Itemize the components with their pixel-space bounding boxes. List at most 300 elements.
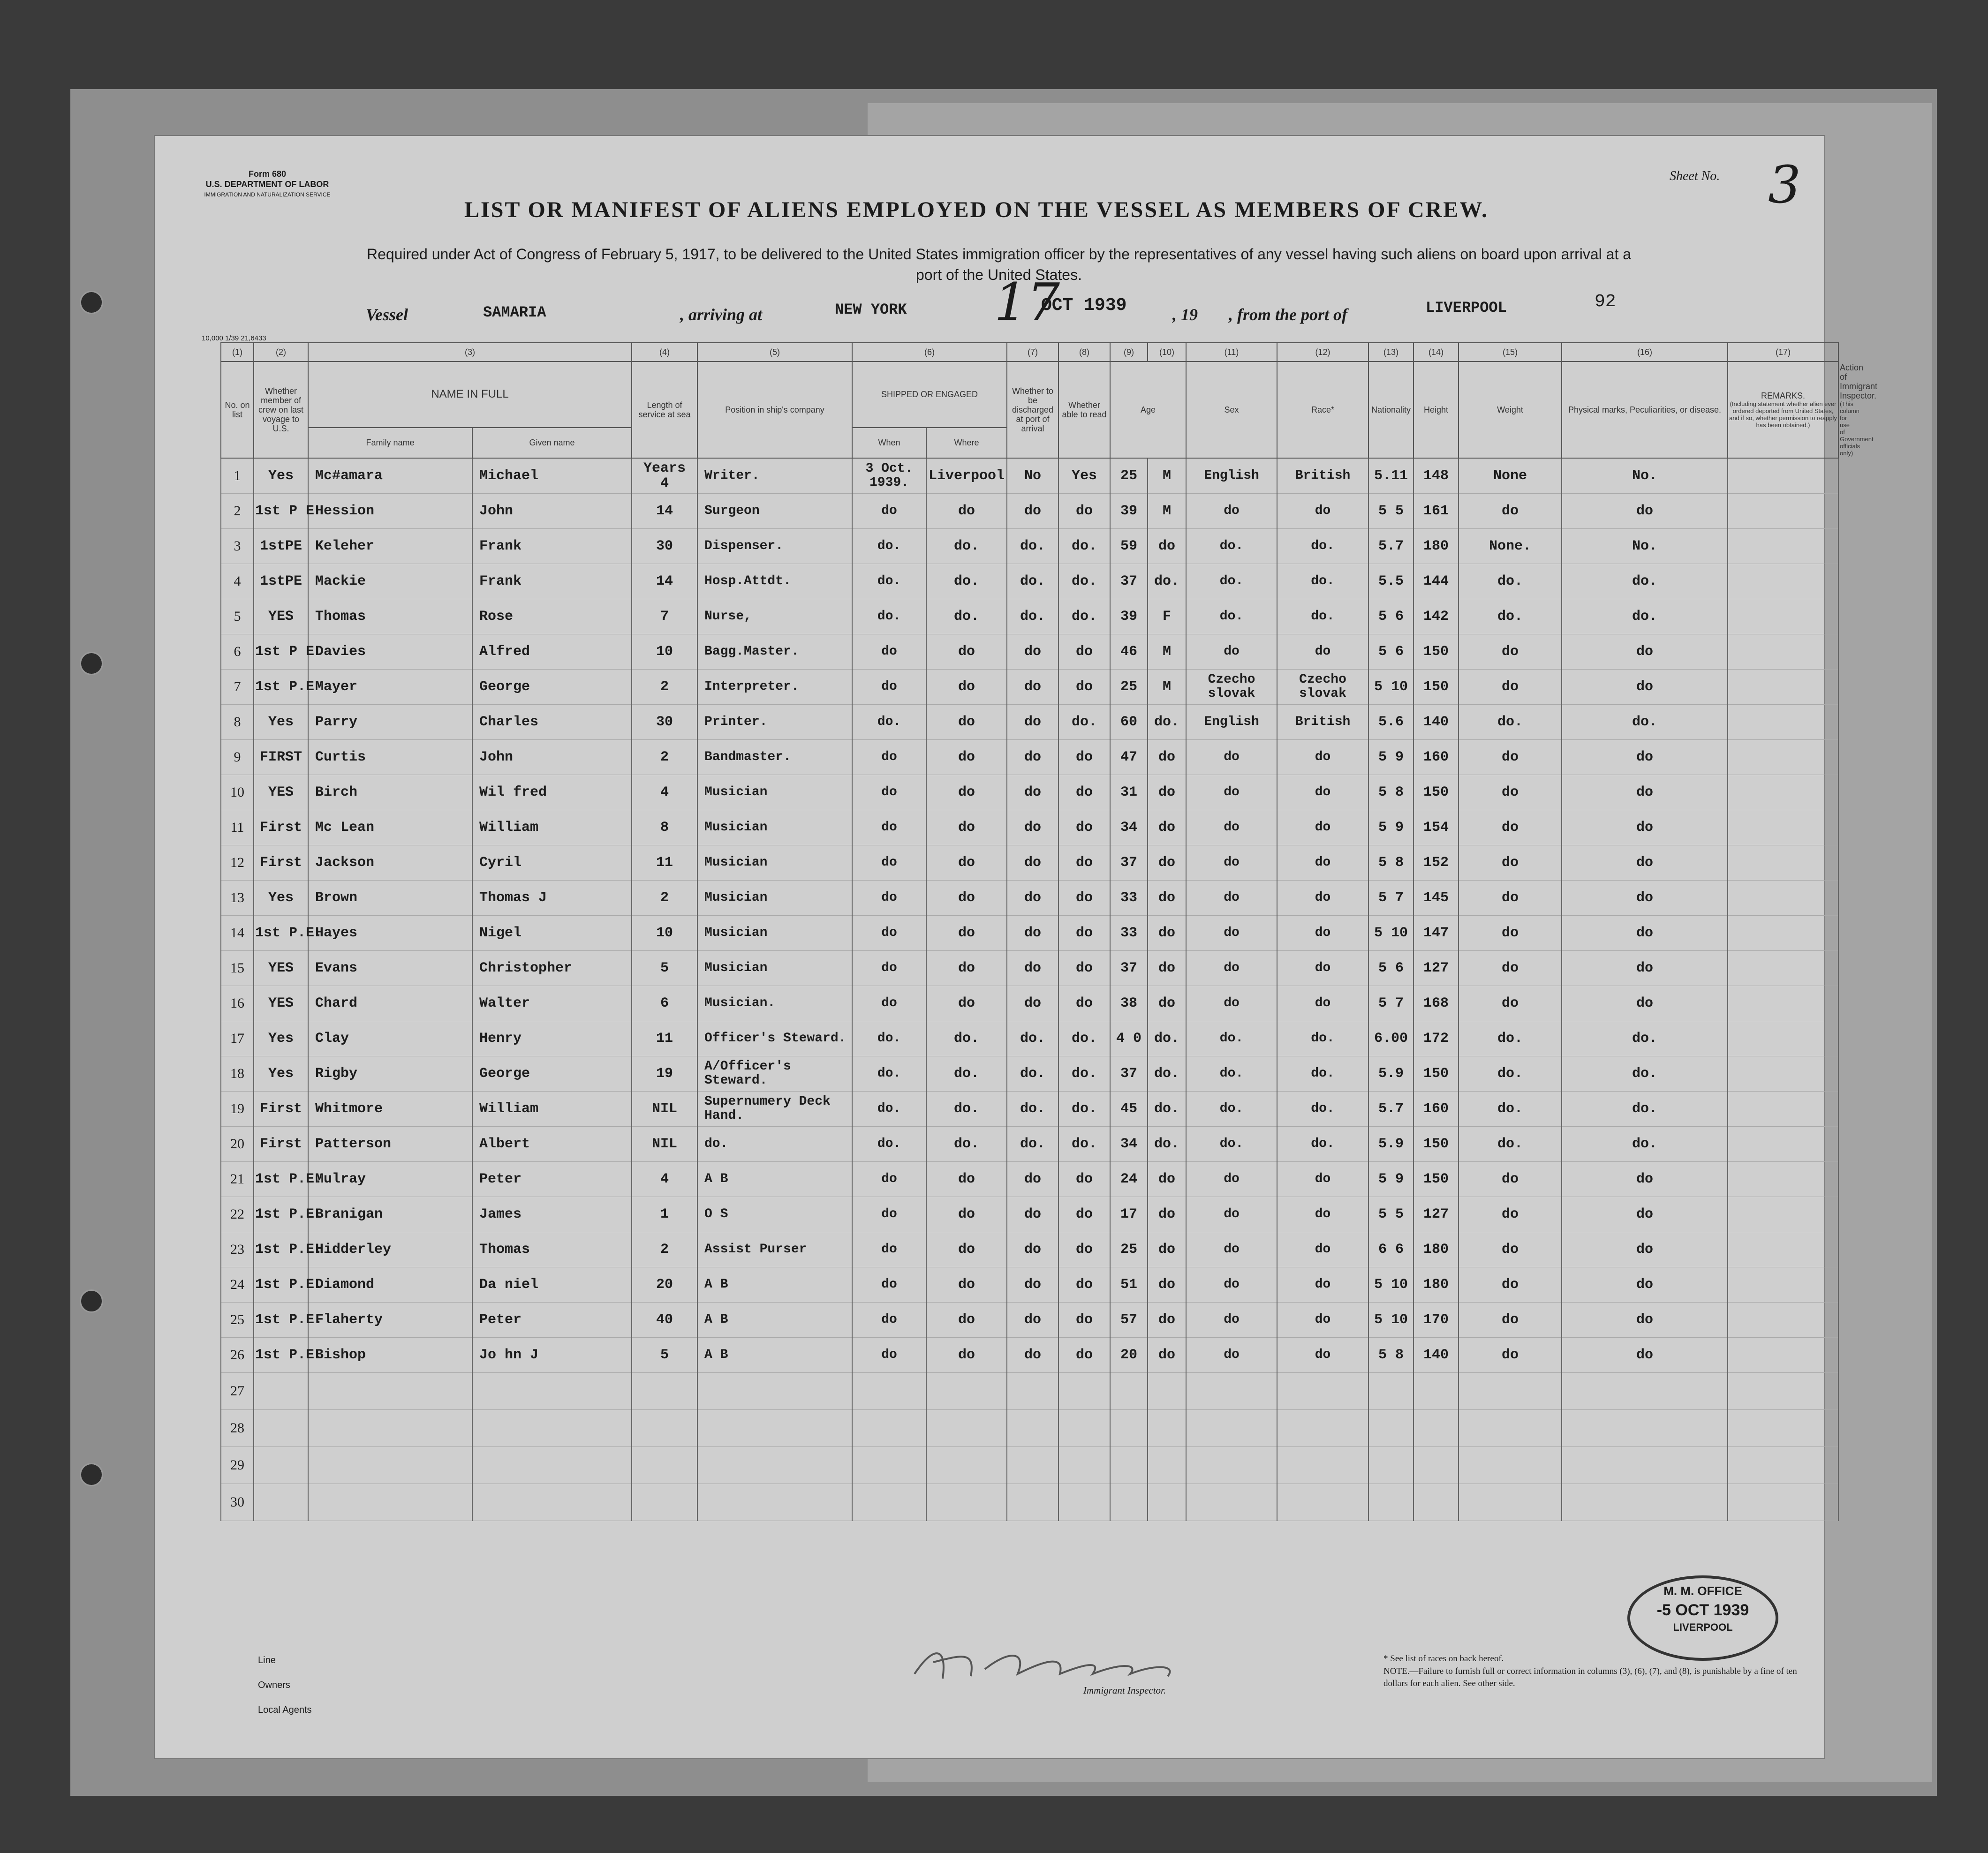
cell-position: Interpreter.	[697, 670, 852, 705]
cell-given-name: Walter	[472, 986, 632, 1021]
cell-race: do.	[1186, 599, 1277, 634]
cell-weight: 140	[1414, 705, 1459, 740]
cell-age: 57	[1110, 1303, 1148, 1338]
cell-nationality: do	[1277, 740, 1368, 775]
blank-row	[221, 1484, 1838, 1521]
cell-height: 5 7	[1368, 986, 1414, 1021]
cell-weight: 150	[1414, 1127, 1459, 1162]
cell-remarks: do.	[1562, 1127, 1728, 1162]
table-row	[221, 1232, 1838, 1267]
cell-position: Officer's Steward.	[697, 1021, 852, 1056]
cell-empty	[1562, 1373, 1728, 1410]
cell-given-name: James	[472, 1197, 632, 1232]
cell-age: 33	[1110, 916, 1148, 951]
cell-family-name: Bishop	[308, 1338, 472, 1373]
binder-hole	[80, 1463, 103, 1486]
cell-empty	[1148, 1410, 1186, 1447]
cell-shipped-when: do	[852, 1162, 926, 1197]
cell-nationality: British	[1277, 705, 1368, 740]
cell-family-name: Hidderley	[308, 1232, 472, 1267]
cell-weight: 172	[1414, 1021, 1459, 1056]
cell-sex: do	[1148, 1303, 1186, 1338]
stamp-top: M. M. OFFICE	[1663, 1584, 1742, 1598]
cell-sex: do	[1148, 916, 1186, 951]
col-4-num: (4)	[632, 343, 697, 362]
cell-shipped-where: do	[926, 670, 1007, 705]
cell-inspector-action	[1728, 1092, 1838, 1127]
cell-empty	[1459, 1410, 1562, 1447]
cell-empty	[852, 1373, 926, 1410]
col-16-num: (16)	[1562, 343, 1728, 362]
cell-remarks: do.	[1562, 1021, 1728, 1056]
col-when-header: When	[852, 428, 926, 458]
cell-discharged: do	[1007, 916, 1058, 951]
cell-discharged: do	[1007, 810, 1058, 845]
cell-height: 5.9	[1368, 1056, 1414, 1092]
cell-able-to-read: do.	[1058, 599, 1110, 634]
cell-shipped-when: do	[852, 634, 926, 670]
cell-age: 39	[1110, 599, 1148, 634]
cell-row-number: 4	[221, 564, 254, 599]
inspector-label: Immigrant Inspector.	[1083, 1685, 1166, 1696]
cell-discharged: do.	[1007, 529, 1058, 564]
cell-remarks: do	[1562, 634, 1728, 670]
cell-length-of-service: 2	[632, 1232, 697, 1267]
cell-empty	[926, 1373, 1007, 1410]
cell-family-name: Thomas	[308, 599, 472, 634]
cell-shipped-when: do.	[852, 1092, 926, 1127]
cell-shipped-where: do.	[926, 564, 1007, 599]
cell-race: do	[1186, 881, 1277, 916]
cell-nationality: do.	[1277, 599, 1368, 634]
cell-position: Bagg.Master.	[697, 634, 852, 670]
cell-sex: do	[1148, 529, 1186, 564]
cell-age: 46	[1110, 634, 1148, 670]
departure-port: LIVERPOOL	[1426, 299, 1507, 316]
cell-inspector-action	[1728, 775, 1838, 810]
cell-last-voyage: 1st P.E.	[254, 1267, 308, 1303]
table-row	[221, 881, 1838, 916]
cell-age: 47	[1110, 740, 1148, 775]
cell-given-name: George	[472, 670, 632, 705]
cell-family-name: Clay	[308, 1021, 472, 1056]
cell-shipped-where: do	[926, 1303, 1007, 1338]
cell-empty	[697, 1447, 852, 1484]
cell-weight: 152	[1414, 845, 1459, 881]
cell-position: A B	[697, 1162, 852, 1197]
cell-row-number: 2	[221, 494, 254, 529]
cell-inspector-action	[1728, 494, 1838, 529]
cell-race: English	[1186, 705, 1277, 740]
cell-empty	[1368, 1447, 1414, 1484]
department: U.S. DEPARTMENT OF LABOR	[205, 180, 329, 189]
cell-shipped-when: do	[852, 740, 926, 775]
cell-able-to-read: do.	[1058, 564, 1110, 599]
cell-sex: do	[1148, 1338, 1186, 1373]
cell-shipped-when: do	[852, 494, 926, 529]
cell-given-name: William	[472, 810, 632, 845]
cell-empty	[1007, 1373, 1058, 1410]
cell-length-of-service: 40	[632, 1303, 697, 1338]
cell-shipped-where: do.	[926, 599, 1007, 634]
cell-given-name: Frank	[472, 564, 632, 599]
cell-nationality: British	[1277, 458, 1368, 494]
cell-shipped-where: do.	[926, 1092, 1007, 1127]
table-row	[221, 599, 1838, 634]
cell-shipped-where: do	[926, 1338, 1007, 1373]
cell-nationality: do	[1277, 1303, 1368, 1338]
cell-remarks: do	[1562, 1338, 1728, 1373]
cell-physical-marks: do	[1459, 1232, 1562, 1267]
cell-inspector-action	[1728, 1232, 1838, 1267]
cell-empty	[1186, 1484, 1277, 1521]
cell-position: A/Officer's Steward.	[697, 1056, 852, 1092]
cell-sex: M	[1148, 494, 1186, 529]
table-row	[221, 740, 1838, 775]
cell-physical-marks: do.	[1459, 1056, 1562, 1092]
years-label: Years	[643, 460, 686, 476]
cell-weight: 127	[1414, 1197, 1459, 1232]
cell-race: do	[1186, 775, 1277, 810]
blank-row	[221, 1447, 1838, 1484]
cell-sex: do.	[1148, 1127, 1186, 1162]
cell-shipped-when: do	[852, 670, 926, 705]
cell-height: 5 8	[1368, 845, 1414, 881]
cell-empty	[1186, 1410, 1277, 1447]
cell-empty	[1058, 1373, 1110, 1410]
cell-last-voyage: 1st P.E.	[254, 1303, 308, 1338]
cell-empty	[1007, 1484, 1058, 1521]
cell-physical-marks: do.	[1459, 1127, 1562, 1162]
cell-empty	[1007, 1410, 1058, 1447]
cell-physical-marks: do	[1459, 775, 1562, 810]
cell-length-of-service: 19	[632, 1056, 697, 1092]
cell-inspector-action	[1728, 458, 1838, 494]
cell-last-voyage: YES	[254, 951, 308, 986]
cell-sex: do	[1148, 881, 1186, 916]
cell-nationality: do.	[1277, 529, 1368, 564]
cell-length-of-service: 2	[632, 881, 697, 916]
cell-height: 5 5	[1368, 1197, 1414, 1232]
cell-inspector-action	[1728, 705, 1838, 740]
cell-empty	[852, 1410, 926, 1447]
col-6-num: (6)	[852, 343, 1007, 362]
cell-remarks: do.	[1562, 1092, 1728, 1127]
cell-empty	[1007, 1447, 1058, 1484]
cell-family-name: Parry	[308, 705, 472, 740]
cell-row-number: 26	[221, 1338, 254, 1373]
table-row	[221, 951, 1838, 986]
table-row	[221, 564, 1838, 599]
cell-weight: 147	[1414, 916, 1459, 951]
cell-discharged: do	[1007, 951, 1058, 986]
cell-position: Musician	[697, 916, 852, 951]
cell-discharged: do	[1007, 494, 1058, 529]
cell-family-name: Keleher	[308, 529, 472, 564]
cell-height: 5.9	[1368, 1127, 1414, 1162]
cell-last-voyage: 1st P.E	[254, 670, 308, 705]
cell-nationality: do.	[1277, 1021, 1368, 1056]
cell-remarks: do	[1562, 986, 1728, 1021]
cell-weight: 180	[1414, 1267, 1459, 1303]
cell-empty	[1562, 1410, 1728, 1447]
crew-manifest-table	[220, 342, 1839, 1521]
cell-empty	[472, 1484, 632, 1521]
col-discharged-header: Whether to be discharged at port of arrival	[1007, 362, 1058, 458]
cell-remarks: do	[1562, 494, 1728, 529]
cell-age: 60	[1110, 705, 1148, 740]
penalty-note: NOTE.—Failure to furnish full or correct information in columns (3), (6), (7), and (8), is punishable by a fine of ten dollars for each alien. See other side.	[1383, 1666, 1797, 1688]
cell-race: do	[1186, 986, 1277, 1021]
table-row	[221, 1021, 1838, 1056]
cell-shipped-when: do	[852, 1303, 926, 1338]
cell-sex: do	[1148, 845, 1186, 881]
cell-empty	[1110, 1410, 1148, 1447]
cell-nationality: do	[1277, 1232, 1368, 1267]
cell-race: do	[1186, 1232, 1277, 1267]
cell-height: 5 5	[1368, 494, 1414, 529]
year-label: , 19	[1172, 305, 1198, 324]
cell-height: 5.5	[1368, 564, 1414, 599]
local-agents-label: Local Agents	[258, 1705, 312, 1715]
cell-weight: 180	[1414, 529, 1459, 564]
cell-discharged: do	[1007, 670, 1058, 705]
cell-last-voyage: Yes	[254, 705, 308, 740]
cell-sex: F	[1148, 599, 1186, 634]
cell-discharged: do	[1007, 881, 1058, 916]
cell-remarks: do	[1562, 951, 1728, 986]
cell-row-number: 13	[221, 881, 254, 916]
cell-physical-marks: do	[1459, 1267, 1562, 1303]
cell-age: 34	[1110, 810, 1148, 845]
cell-nationality: do	[1277, 986, 1368, 1021]
cell-sex: do.	[1148, 1092, 1186, 1127]
cell-inspector-action	[1728, 951, 1838, 986]
col-position-header: Position in ship's company	[697, 362, 852, 458]
cell-physical-marks: do.	[1459, 1021, 1562, 1056]
cell-position: Assist Purser	[697, 1232, 852, 1267]
cell-empty	[472, 1373, 632, 1410]
cell-empty	[632, 1410, 697, 1447]
cell-weight: 150	[1414, 670, 1459, 705]
cell-shipped-when: do	[852, 916, 926, 951]
cell-physical-marks: do	[1459, 1338, 1562, 1373]
cell-weight: 168	[1414, 986, 1459, 1021]
cell-given-name: William	[472, 1092, 632, 1127]
cell-given-name: Michael	[472, 458, 632, 494]
cell-able-to-read: do	[1058, 1162, 1110, 1197]
cell-empty	[1728, 1410, 1838, 1447]
cell-weight: 127	[1414, 951, 1459, 986]
cell-weight: 148	[1414, 458, 1459, 494]
cell-age: 37	[1110, 1056, 1148, 1092]
cell-position: Nurse,	[697, 599, 852, 634]
col-15-num: (15)	[1459, 343, 1562, 362]
cell-given-name: George	[472, 1056, 632, 1092]
col-age-header: Age	[1110, 362, 1186, 458]
cell-nationality: do	[1277, 494, 1368, 529]
cell-position: Musician	[697, 951, 852, 986]
cell-age: 59	[1110, 529, 1148, 564]
table-row	[221, 810, 1838, 845]
cell-empty	[1728, 1447, 1838, 1484]
cell-last-voyage: YES	[254, 775, 308, 810]
cell-race: do.	[1186, 564, 1277, 599]
cell-physical-marks: do	[1459, 845, 1562, 881]
cell-given-name: Da niel	[472, 1267, 632, 1303]
binder-hole	[80, 291, 103, 314]
cell-height: 5 10	[1368, 1267, 1414, 1303]
arrival-date-stamp: OCT 1939	[1041, 295, 1127, 316]
cell-sex: do	[1148, 1197, 1186, 1232]
cell-empty	[1110, 1373, 1148, 1410]
cell-empty	[472, 1447, 632, 1484]
cell-inspector-action	[1728, 599, 1838, 634]
cell-shipped-where: do	[926, 634, 1007, 670]
cell-empty	[1368, 1410, 1414, 1447]
cell-position: Dispenser.	[697, 529, 852, 564]
cell-age: 38	[1110, 986, 1148, 1021]
cell-inspector-action	[1728, 916, 1838, 951]
cell-age: 51	[1110, 1267, 1148, 1303]
cell-discharged: do.	[1007, 1127, 1058, 1162]
cell-race: Czecho slovak	[1186, 670, 1277, 705]
cell-empty	[1459, 1447, 1562, 1484]
stamp-bottom: LIVERPOOL	[1673, 1621, 1733, 1633]
cell-physical-marks: do	[1459, 916, 1562, 951]
cell-able-to-read: do	[1058, 1232, 1110, 1267]
cell-shipped-where: do	[926, 916, 1007, 951]
cell-given-name: Cyril	[472, 845, 632, 881]
cell-age: 25	[1110, 1232, 1148, 1267]
cell-shipped-when: do	[852, 775, 926, 810]
cell-row-number: 3	[221, 529, 254, 564]
cell-remarks: No.	[1562, 458, 1728, 494]
cell-given-name: Henry	[472, 1021, 632, 1056]
col-physical-marks-header: Physical marks, Peculiarities, or disease.	[1562, 362, 1728, 458]
vessel-label: Vessel	[366, 305, 408, 324]
cell-physical-marks: do.	[1459, 1092, 1562, 1127]
cell-race: do	[1186, 1267, 1277, 1303]
cell-discharged: do	[1007, 845, 1058, 881]
cell-length-of-service: 20	[632, 1267, 697, 1303]
cell-weight: 154	[1414, 810, 1459, 845]
cell-row-number: 8	[221, 705, 254, 740]
form-number: Form 680	[248, 169, 287, 179]
cell-shipped-where: do	[926, 1197, 1007, 1232]
cell-weight: 150	[1414, 634, 1459, 670]
cell-empty	[1414, 1410, 1459, 1447]
cell-age: 34	[1110, 1127, 1148, 1162]
cell-last-voyage: YES	[254, 986, 308, 1021]
cell-sex: do	[1148, 1267, 1186, 1303]
cell-position: Musician.	[697, 986, 852, 1021]
cell-position: Musician	[697, 881, 852, 916]
cell-row-number: 12	[221, 845, 254, 881]
cell-weight: 170	[1414, 1303, 1459, 1338]
cell-nationality: do	[1277, 1267, 1368, 1303]
cell-length-of-service	[632, 458, 697, 494]
cell-position: do.	[697, 1127, 852, 1162]
cell-empty	[1562, 1447, 1728, 1484]
cell-position: A B	[697, 1338, 852, 1373]
cell-given-name: John	[472, 494, 632, 529]
cell-weight: 142	[1414, 599, 1459, 634]
cell-shipped-when: do.	[852, 529, 926, 564]
col-13-num: (13)	[1368, 343, 1414, 362]
cell-empty	[1277, 1373, 1368, 1410]
cell-able-to-read: do	[1058, 1267, 1110, 1303]
cell-remarks: do	[1562, 916, 1728, 951]
cell-empty	[254, 1373, 308, 1410]
cell-empty	[926, 1484, 1007, 1521]
page-title: LIST OR MANIFEST OF ALIENS EMPLOYED ON THE VESSEL AS MEMBERS OF CREW.	[464, 197, 1489, 222]
col-17-num: (17)	[1728, 343, 1838, 362]
table-row	[221, 705, 1838, 740]
cell-last-voyage: First	[254, 1092, 308, 1127]
cell-weight: 145	[1414, 881, 1459, 916]
cell-age: 25	[1110, 458, 1148, 494]
cell-empty	[254, 1410, 308, 1447]
cell-last-voyage: First	[254, 810, 308, 845]
cell-length-of-service: 2	[632, 740, 697, 775]
cell-physical-marks: do	[1459, 1197, 1562, 1232]
cell-remarks: do	[1562, 1162, 1728, 1197]
cell-height: 5.7	[1368, 1092, 1414, 1127]
cell-discharged: do	[1007, 1232, 1058, 1267]
binder-hole	[80, 1289, 103, 1313]
cell-position: Supernumery Deck Hand.	[697, 1092, 852, 1127]
cell-last-voyage: 1st P E	[254, 494, 308, 529]
cell-last-voyage: 1st P.E.	[254, 1232, 308, 1267]
cell-nationality: do	[1277, 810, 1368, 845]
cell-family-name: Whitmore	[308, 1092, 472, 1127]
cell-discharged: do	[1007, 775, 1058, 810]
cell-row-number: 23	[221, 1232, 254, 1267]
cell-length-of-service: 5	[632, 1338, 697, 1373]
col-given-name-header: Given name	[472, 428, 632, 458]
cell-sex: do	[1148, 986, 1186, 1021]
cell-given-name: Rose	[472, 599, 632, 634]
cell-empty	[1277, 1447, 1368, 1484]
cell-empty	[1058, 1410, 1110, 1447]
cell-shipped-when: do	[852, 1338, 926, 1373]
cell-physical-marks: do.	[1459, 599, 1562, 634]
cell-able-to-read: do	[1058, 740, 1110, 775]
cell-age: 20	[1110, 1338, 1148, 1373]
col-14-num: (14)	[1414, 343, 1459, 362]
table-row	[221, 1127, 1838, 1162]
cell-height: 5 10	[1368, 1303, 1414, 1338]
cell-row-number: 11	[221, 810, 254, 845]
cell-given-name: Christopher	[472, 951, 632, 986]
cell-family-name: Flaherty	[308, 1303, 472, 1338]
cell-shipped-when: do	[852, 845, 926, 881]
cell-age: 33	[1110, 881, 1148, 916]
cell-able-to-read: do	[1058, 881, 1110, 916]
cell-shipped-where: do	[926, 845, 1007, 881]
cell-last-voyage: 1stPE	[254, 529, 308, 564]
cell-inspector-action	[1728, 1338, 1838, 1373]
cell-height: 5 7	[1368, 881, 1414, 916]
cell-shipped-where: do	[926, 810, 1007, 845]
cell-last-voyage: 1st P.E.	[254, 916, 308, 951]
cell-row-number: 19	[221, 1092, 254, 1127]
cell-shipped-where: do	[926, 705, 1007, 740]
cell-weight: 160	[1414, 1092, 1459, 1127]
cell-sex: do	[1148, 775, 1186, 810]
cell-family-name: Diamond	[308, 1267, 472, 1303]
